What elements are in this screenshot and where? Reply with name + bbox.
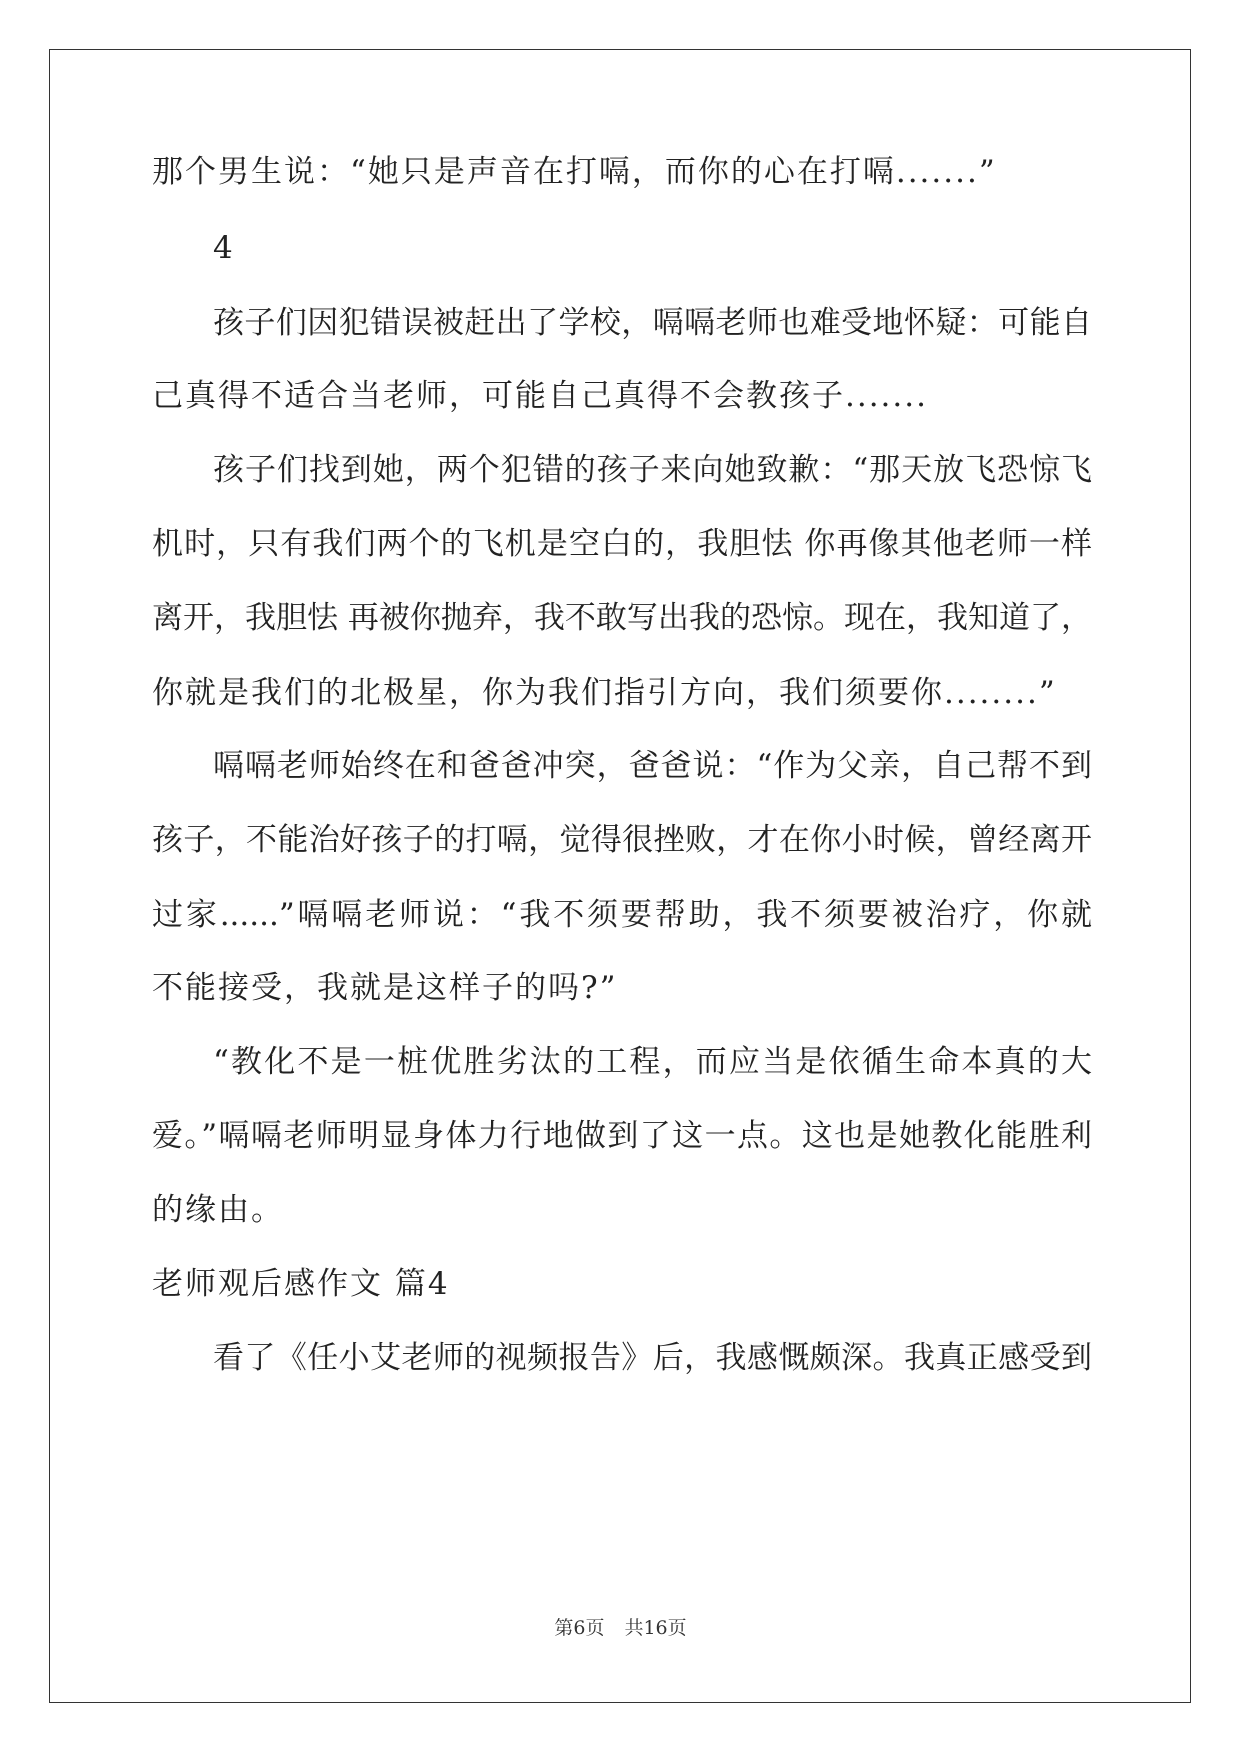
page-number: 第6页 [554, 1617, 605, 1639]
text-line: 看了《任小艾老师的视频报告》后，我感慨颇深。我真正感受到 [213, 1340, 1092, 1376]
text-line: 嗝嗝老师始终在和爸爸冲突，爸爸说：“作为父亲，自己帮不到 [213, 748, 1092, 784]
text-line: 孩子，不能治好孩子的打嗝，觉得很挫败，才在你小时候，曾经离开 [152, 822, 1092, 858]
text-line: “教化不是一桩优胜劣汰的工程，而应当是依循生命本真的大 [213, 1044, 1092, 1080]
text-line: 那个男生说：“她只是声音在打嗝，而你的心在打嗝.......” [152, 154, 997, 190]
text-line: 不能接受，我就是这样子的吗?” [152, 970, 618, 1006]
text-line: 爱。”嗝嗝老师明显身体力行地做到了这一点。这也是她教化能胜利 [152, 1118, 1092, 1154]
text-line: 机时，只有我们两个的飞机是空白的，我胆怯 你再像其他老师一样 [152, 526, 1092, 562]
page-footer [0, 1616, 1241, 1640]
page-total: 共16页 [624, 1617, 687, 1639]
page-border [49, 49, 1191, 1703]
text-line: 过家......”嗝嗝老师说：“我不须要帮助，我不须要被治疗，你就 [152, 897, 1092, 933]
text-line: 孩子们找到她，两个犯错的孩子来向她致歉：“那天放飞恐惊飞 [213, 452, 1092, 488]
text-line: 你就是我们的北极星，你为我们指引方向，我们须要你........” [152, 675, 1057, 711]
section-number: 4 [213, 230, 235, 266]
text-line: 离开，我胆怯 再被你抛弃，我不敢写出我的恐惊。现在，我知道了， [152, 600, 1092, 636]
section-heading: 老师观后感作文 篇4 [152, 1266, 450, 1302]
text-line: 的缘由。 [152, 1192, 284, 1228]
text-line: 孩子们因犯错误被赶出了学校，嗝嗝老师也难受地怀疑：可能自 [213, 305, 1092, 341]
text-line: 己真得不适合当老师，可能自己真得不会教孩子....... [152, 378, 928, 414]
